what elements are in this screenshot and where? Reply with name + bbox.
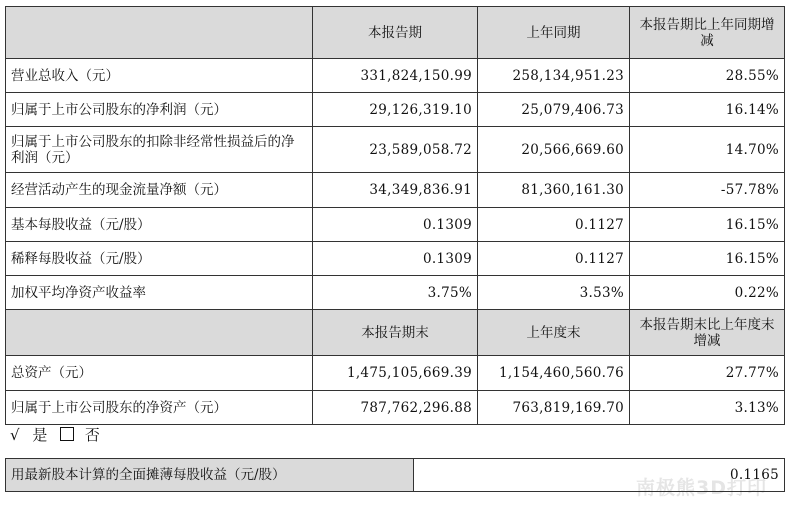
table-row	[6, 127, 785, 173]
prior-value: 763,819,169.70	[478, 391, 630, 425]
table-row	[6, 391, 785, 425]
row-label: 经营活动产生的现金流量净额（元）	[6, 173, 313, 208]
row-label: 总资产（元）	[6, 356, 313, 391]
change-value: -57.78%	[630, 173, 785, 208]
prior-value: 25,079,406.73	[478, 93, 630, 127]
current-value: 34,349,836.91	[313, 173, 478, 208]
no-label: 否	[84, 426, 102, 444]
diluted-eps-value: 0.1165	[414, 459, 785, 492]
empty-checkbox-icon	[60, 427, 74, 441]
header-change-percent-end: 本报告期末比上年度末增减	[630, 310, 785, 356]
table-row	[6, 208, 785, 242]
change-value: 0.22%	[630, 276, 785, 310]
prior-value: 0.1127	[478, 208, 630, 242]
prior-value: 20,566,669.60	[478, 127, 630, 173]
table-header-row	[6, 7, 785, 59]
current-value: 0.1309	[313, 242, 478, 276]
prior-value: 0.1127	[478, 242, 630, 276]
subheader-label-cell	[6, 310, 313, 356]
row-label: 归属于上市公司股东的净利润（元）	[6, 93, 313, 127]
header-change-percent: 本报告期比上年同期增减	[630, 7, 785, 59]
table-row	[6, 93, 785, 127]
current-value: 3.75%	[313, 276, 478, 310]
header-prior-period: 上年同期	[478, 7, 630, 59]
current-value: 23,589,058.72	[313, 127, 478, 173]
header-current-period: 本报告期	[313, 7, 478, 59]
financial-data-table	[5, 6, 785, 425]
change-value: 27.77%	[630, 356, 785, 391]
prior-value: 3.53%	[478, 276, 630, 310]
prior-value: 81,360,161.30	[478, 173, 630, 208]
table-row	[6, 59, 785, 93]
row-label: 营业总收入（元）	[6, 59, 313, 93]
current-value: 331,824,150.99	[313, 59, 478, 93]
table-row	[6, 356, 785, 391]
row-label: 归属于上市公司股东的净资产（元）	[6, 391, 313, 425]
restatement-checkbox-line	[10, 424, 106, 445]
change-value: 16.15%	[630, 208, 785, 242]
change-value: 16.15%	[630, 242, 785, 276]
check-mark-icon: √	[10, 426, 22, 444]
current-value: 1,475,105,669.39	[313, 356, 478, 391]
change-value: 14.70%	[630, 127, 785, 173]
current-value: 29,126,319.10	[313, 93, 478, 127]
header-label-cell	[6, 7, 313, 59]
watermark: 南极熊3D打印	[636, 477, 767, 499]
prior-value: 1,154,460,560.76	[478, 356, 630, 391]
row-label: 稀释每股收益（元/股）	[6, 242, 313, 276]
table-subheader-row	[6, 310, 785, 356]
diluted-eps-label: 用最新股本计算的全面摊薄每股收益（元/股）	[6, 459, 414, 492]
current-value: 787,762,296.88	[313, 391, 478, 425]
yes-label: 是	[32, 426, 50, 444]
table-row	[6, 276, 785, 310]
row-label: 归属于上市公司股东的扣除非经常性损益后的净利润（元）	[6, 127, 313, 173]
header-period-end: 本报告期末	[313, 310, 478, 356]
header-prior-year-end: 上年度末	[478, 310, 630, 356]
change-value: 28.55%	[630, 59, 785, 93]
change-value: 3.13%	[630, 391, 785, 425]
row-label: 基本每股收益（元/股）	[6, 208, 313, 242]
table-row	[6, 242, 785, 276]
change-value: 16.14%	[630, 93, 785, 127]
prior-value: 258,134,951.23	[478, 59, 630, 93]
table-row	[6, 173, 785, 208]
current-value: 0.1309	[313, 208, 478, 242]
row-label: 加权平均净资产收益率	[6, 276, 313, 310]
